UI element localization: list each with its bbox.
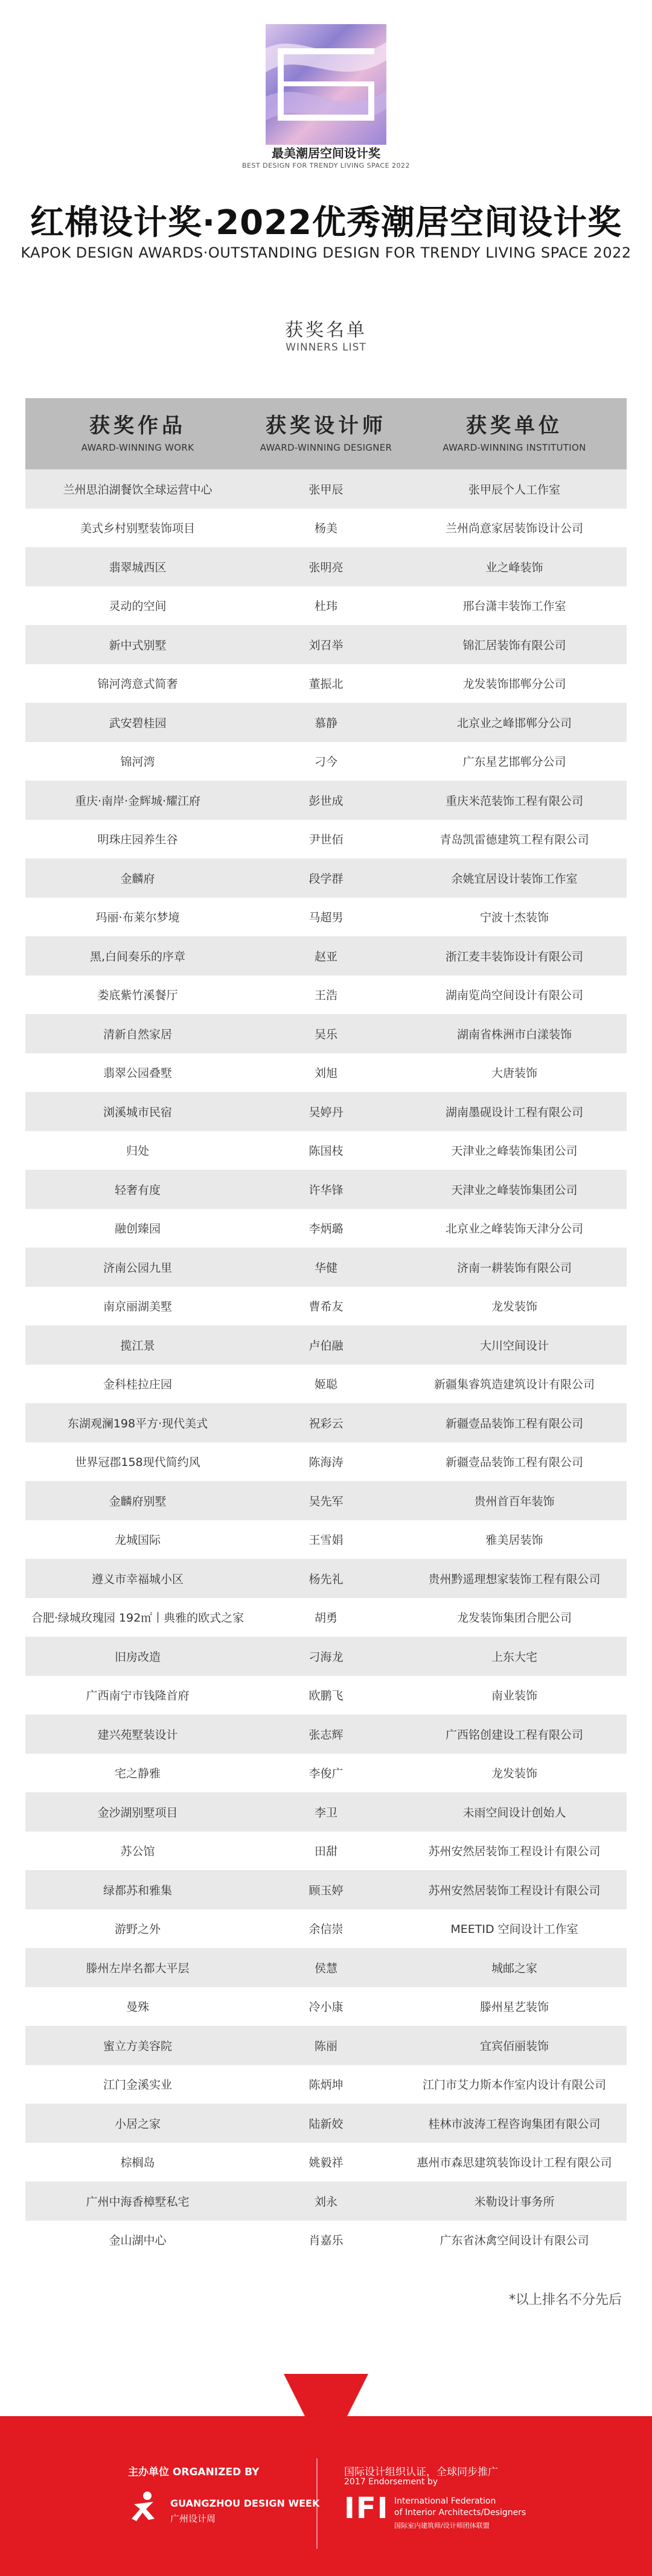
column-header-institution: [402, 398, 627, 469]
cell-institution: 余姚宜居设计装饰工作室: [451, 872, 578, 886]
winners-table: [25, 398, 627, 2259]
cell-institution: 北京业之峰邯郸分公司: [456, 716, 572, 730]
table-row: [25, 858, 627, 898]
table-row: [25, 1092, 627, 1131]
ranking-note: *以上排名不分先后: [508, 2292, 622, 2308]
cell-work: 灵动的空间: [109, 600, 167, 614]
table-row: [25, 1637, 627, 1676]
cell-work: 重庆·南岸·金辉城·耀江府: [74, 794, 201, 808]
organizer-label: 主办单位 ORGANIZED BY: [128, 2466, 260, 2478]
cell-designer: 陈炳坤: [308, 2078, 344, 2092]
table-row: [25, 1909, 627, 1949]
gdw-name: GUANGZHOU DESIGN WEEK: [170, 2498, 320, 2509]
table-row: [25, 547, 627, 586]
cell-designer: 刁海龙: [308, 1650, 344, 1664]
cell-work: 玛丽·布莱尔梦境: [95, 911, 180, 925]
cell-work: 蜜立方美容院: [103, 2039, 172, 2053]
cell-work: 小居之家: [114, 2117, 161, 2131]
cell-institution: 大唐装饰: [491, 1067, 537, 1080]
cell-work: 金沙湖别墅项目: [97, 1806, 178, 1819]
cell-designer: 顾玉婷: [308, 1883, 344, 1897]
cell-work: 锦河湾: [120, 755, 155, 769]
cell-institution: 惠州市森思建筑装饰设计工程有限公司: [417, 2156, 612, 2170]
cell-designer: 吴先军: [308, 1494, 344, 1508]
table-row: [25, 1014, 627, 1053]
cell-institution: 湖南览尚空间设计有限公司: [445, 989, 583, 1003]
cell-work: 翡翠城西区: [109, 560, 167, 574]
column-header-designer: [250, 398, 402, 469]
cell-work: 翡翠公园叠墅: [103, 1067, 172, 1080]
table-row: [25, 1987, 627, 2026]
cell-institution: 天津业之峰装饰集团公司: [451, 1144, 578, 1158]
cell-work: 金麟府: [120, 872, 155, 886]
cell-designer: 慕静: [314, 716, 337, 730]
cell-institution: 业之峰装饰: [485, 560, 543, 574]
cell-institution: 广东省沐禽空间设计有限公司: [439, 2234, 589, 2248]
logo-caption-en: BEST DESIGN FOR TRENDY LIVING SPACE 2022: [241, 162, 411, 170]
cell-institution: 锦汇居装饰有限公司: [462, 638, 566, 652]
cell-work: 浏溪城市民宿: [103, 1105, 172, 1119]
cell-work: 锦河湾意式简奢: [97, 677, 178, 691]
table-body: [25, 469, 627, 2259]
cell-designer: 余信崇: [308, 1923, 344, 1937]
gdw-name-cn: 广州设计周: [170, 2513, 216, 2524]
cell-designer: 张志辉: [308, 1728, 344, 1742]
cell-designer: 杜玮: [314, 600, 337, 614]
cell-institution: 济南一耕装饰有限公司: [456, 1261, 572, 1275]
table-row: [25, 1403, 627, 1442]
cell-work: 轻奢有度: [114, 1183, 161, 1197]
cell-institution: 未雨空间设计创始人: [462, 1806, 566, 1819]
cell-designer: 吴乐: [314, 1027, 337, 1041]
cell-designer: 王雪娟: [308, 1534, 344, 1547]
table-row: [25, 1131, 627, 1170]
cell-institution: 苏州安然居装饰工程设计有限公司: [428, 1845, 601, 1859]
cell-designer: 华健: [314, 1261, 337, 1275]
cell-designer: 陈海涛: [308, 1456, 344, 1470]
cell-institution: 大川空间设计: [479, 1339, 549, 1353]
cell-designer: 陈丽: [314, 2039, 337, 2053]
table-row: [25, 1676, 627, 1715]
cell-work: 新中式别墅: [109, 638, 167, 652]
cell-designer: 陆新姣: [308, 2117, 344, 2131]
cell-institution: 上东大宅: [491, 1650, 537, 1664]
cell-institution: 新疆集睿筑造建筑设计有限公司: [433, 1378, 595, 1392]
cell-designer: 张甲辰: [308, 483, 344, 496]
cell-designer: 姚毅祥: [308, 2156, 344, 2170]
cell-institution: 雅美居装饰: [485, 1534, 543, 1547]
cell-designer: 冷小康: [308, 2000, 344, 2014]
cell-designer: 吴婷丹: [308, 1105, 344, 1119]
cell-designer: 李炳璐: [308, 1222, 344, 1236]
cell-work: 游野之外: [114, 1923, 161, 1937]
cell-institution: 龙发装饰: [491, 1767, 537, 1781]
cell-institution: 邢台潇丰装饰工作室: [462, 600, 566, 614]
cell-designer: 刁今: [314, 755, 337, 769]
column-header-label-en: AWARD-WINNING DESIGNER: [260, 442, 392, 453]
cell-work: 江门金溪实业: [103, 2078, 172, 2092]
cell-work: 广西南宁市钱隆首府: [86, 1689, 190, 1703]
cell-institution: 兰州尚意家居装饰设计公司: [445, 522, 583, 536]
cell-designer: 胡勇: [314, 1611, 337, 1625]
ifi-name-cn: 国际室内建筑师/设计师团体联盟: [394, 2522, 490, 2530]
cell-institution: 贵州首百年装饰: [474, 1494, 555, 1508]
table-row: [25, 2104, 627, 2143]
cell-designer: 段学群: [308, 872, 344, 886]
table-row: [25, 1325, 627, 1365]
cell-designer: 杨美: [314, 522, 337, 536]
cell-work: 清新自然家居: [103, 1027, 172, 1041]
cell-designer: 田甜: [314, 1845, 337, 1859]
cell-work: 东湖观澜198平方·现代美式: [67, 1416, 208, 1430]
table-row: [25, 2026, 627, 2065]
cell-institution: 贵州黔遥理想家装饰工程有限公司: [428, 1572, 601, 1586]
cell-designer: 侯慧: [314, 1961, 337, 1975]
cell-work: 黑,白间奏乐的序章: [89, 950, 186, 963]
cell-institution: 湖南墨砚设计工程有限公司: [445, 1105, 583, 1119]
cell-institution: 广东星艺邯郸分公司: [462, 755, 566, 769]
cell-designer: 李卫: [314, 1806, 337, 1819]
table-row: [25, 1481, 627, 1520]
cell-institution: 青岛凯雷德建筑工程有限公司: [439, 833, 589, 847]
award-logo-icon: [266, 24, 386, 145]
column-header-label-en: AWARD-WINNING WORK: [81, 442, 194, 453]
cell-work: 宅之静雅: [114, 1767, 161, 1781]
table-row: [25, 1754, 627, 1793]
cell-work: 龙城国际: [114, 1534, 161, 1547]
cell-designer: 刘永: [314, 2195, 337, 2209]
cell-institution: 北京业之峰装饰天津分公司: [445, 1222, 583, 1236]
cell-institution: 城邮之家: [491, 1961, 537, 1975]
cell-work: 曼殊: [126, 2000, 149, 2014]
cell-designer: 刘旭: [314, 1067, 337, 1080]
cell-institution: 新疆壹品装饰工程有限公司: [445, 1416, 583, 1430]
cell-institution: 宁波十杰装饰: [479, 911, 549, 925]
table-row: [25, 1365, 627, 1404]
cell-designer: 彭世成: [308, 794, 344, 808]
cell-institution: 龙发装饰: [491, 1300, 537, 1314]
cell-work: 美式乡村别墅装饰项目: [80, 522, 195, 536]
table-row: [25, 703, 627, 742]
cell-institution: 龙发装饰邯郸分公司: [462, 677, 566, 691]
ifi-endorse-text: 2017 Endorsement by: [344, 2477, 438, 2487]
cell-work: 旧房改造: [114, 1650, 161, 1664]
cell-designer: 姬聪: [314, 1378, 337, 1392]
cell-designer: 陈国枝: [308, 1144, 344, 1158]
cell-designer: 马超男: [308, 911, 344, 925]
cell-work: 滕州左岸名都大平层: [86, 1961, 190, 1975]
cell-designer: 杨先礼: [308, 1572, 344, 1586]
cell-work: 归处: [126, 1144, 149, 1158]
footer: [0, 2416, 652, 2576]
cell-work: 合肥·绿城玫瑰园 192㎡丨典雅的欧式之家: [31, 1611, 245, 1625]
cell-institution: 滕州星艺装饰: [479, 2000, 549, 2014]
column-header-label: 获奖单位: [466, 414, 563, 438]
cell-work: 兰州思泊湖餐饮全球运营中心: [63, 483, 213, 496]
cell-designer: 张明亮: [308, 560, 344, 574]
cell-designer: 尹世佰: [308, 833, 344, 847]
table-row: [25, 1832, 627, 1871]
cell-designer: 欧鹏飞: [308, 1689, 344, 1703]
table-row: [25, 2065, 627, 2104]
table-row: [25, 1170, 627, 1209]
page-title: 红棉设计奖·2022优秀潮居空间设计奖: [30, 203, 622, 243]
table-header: [25, 398, 627, 469]
cell-designer: 卢伯融: [308, 1339, 344, 1353]
cell-work: 金麟府别墅: [109, 1494, 167, 1508]
table-row: [25, 1520, 627, 1559]
cell-work: 金科桂拉庄园: [103, 1378, 172, 1392]
table-row: [25, 2143, 627, 2182]
cell-institution: 南业装饰: [491, 1689, 537, 1703]
cell-work: 苏公馆: [120, 1845, 155, 1859]
column-header-label: 获奖作品: [89, 414, 186, 438]
cell-institution: 天津业之峰装饰集团公司: [451, 1183, 578, 1197]
cell-institution: 宜宾佰丽装饰: [479, 2039, 549, 2053]
table-row: [25, 1792, 627, 1832]
table-row: [25, 509, 627, 548]
cell-work: 世界冠郡158现代简约风: [75, 1456, 200, 1470]
cell-work: 遵义市幸福城小区: [91, 1572, 184, 1586]
cell-designer: 董振北: [308, 677, 344, 691]
cell-work: 济南公园九里: [103, 1261, 172, 1275]
cell-work: 广州中海香樟墅私宅: [86, 2195, 190, 2209]
cell-work: 绿都苏和雅集: [103, 1883, 172, 1897]
ifi-cert-text: 国际设计组织认证，全球同步推广: [344, 2466, 498, 2478]
cell-work: 武安碧桂园: [109, 716, 167, 730]
cell-institution: 重庆米范装饰工程有限公司: [445, 794, 583, 808]
ifi-logo-icon: IFI: [344, 2492, 389, 2525]
table-row: [25, 469, 627, 509]
cell-designer: 许华锋: [308, 1183, 344, 1197]
table-row: [25, 1598, 627, 1637]
cell-work: 金山湖中心: [109, 2234, 167, 2248]
column-header-label: 获奖设计师: [266, 414, 386, 438]
table-row: [25, 781, 627, 820]
cell-work: 明珠庄园养生谷: [97, 833, 178, 847]
cell-work: 揽江景: [120, 1339, 155, 1353]
cell-institution: 江门市艾力斯本作室内设计有限公司: [422, 2078, 606, 2092]
column-header-work: [25, 398, 250, 469]
section-title: 获奖名单: [285, 320, 367, 341]
cell-institution: 米勒设计事务所: [474, 2195, 555, 2209]
table-row: [25, 2221, 627, 2260]
table-row: [25, 1870, 627, 1909]
cell-institution: 湖南省株洲市白漾装饰: [456, 1027, 572, 1041]
cell-institution: 龙发装饰集团合肥公司: [456, 1611, 572, 1625]
table-row: [25, 1442, 627, 1482]
section-subtitle: WINNERS LIST: [286, 341, 366, 354]
table-row: [25, 1715, 627, 1754]
table-row: [25, 936, 627, 976]
table-row: [25, 625, 627, 664]
cell-designer: 刘召举: [308, 638, 344, 652]
cell-designer: 曹希友: [308, 1300, 344, 1314]
page-subtitle: KAPOK DESIGN AWARDS·OUTSTANDING DESIGN FOR TRENDY LIVING SPACE 2022: [21, 244, 631, 261]
cell-work: 建兴苑墅装设计: [97, 1728, 178, 1742]
cell-institution: 桂林市波涛工程咨询集团有限公司: [428, 2117, 601, 2131]
table-row: [25, 664, 627, 703]
logo-caption: 最美潮居空间设计奖: [272, 146, 380, 160]
cell-designer: 肖嘉乐: [308, 2234, 344, 2248]
cell-institution: 浙江麦丰装饰设计有限公司: [445, 950, 583, 963]
table-row: [25, 586, 627, 626]
table-row: [25, 976, 627, 1015]
cell-institution: 苏州安然居装饰工程设计有限公司: [428, 1883, 601, 1897]
cell-designer: 王浩: [314, 989, 337, 1003]
cell-work: 娄底紫竹溪餐厅: [97, 989, 178, 1003]
cell-institution: 广西铭创建设工程有限公司: [445, 1728, 583, 1742]
table-row: [25, 1948, 627, 1987]
cell-work: 南京丽湖美墅: [103, 1300, 172, 1314]
cell-work: 融创臻园: [114, 1222, 161, 1236]
table-row: [25, 1559, 627, 1598]
ifi-name-line2: of Interior Architects/Designers: [394, 2508, 526, 2517]
table-row: [25, 742, 627, 781]
gdw-logo-icon: [128, 2489, 164, 2525]
table-row: [25, 820, 627, 859]
table-row: [25, 1248, 627, 1287]
table-row: [25, 898, 627, 937]
ifi-name-line1: International Federation: [394, 2496, 496, 2506]
cell-work: 棕榈岛: [120, 2156, 155, 2170]
column-header-label-en: AWARD-WINNING INSTITUTION: [443, 442, 586, 453]
cell-designer: 祝彩云: [308, 1416, 344, 1430]
table-row: [25, 1209, 627, 1248]
table-row: [25, 1287, 627, 1326]
table-row: [25, 2181, 627, 2221]
cell-institution: 张甲辰个人工作室: [468, 483, 560, 496]
cell-institution: MEETID 空间设计工作室: [450, 1923, 578, 1937]
cell-designer: 李俊广: [308, 1767, 344, 1781]
cell-institution: 新疆壹品装饰工程有限公司: [445, 1456, 583, 1470]
cell-designer: 赵亚: [314, 950, 337, 963]
table-row: [25, 1053, 627, 1093]
